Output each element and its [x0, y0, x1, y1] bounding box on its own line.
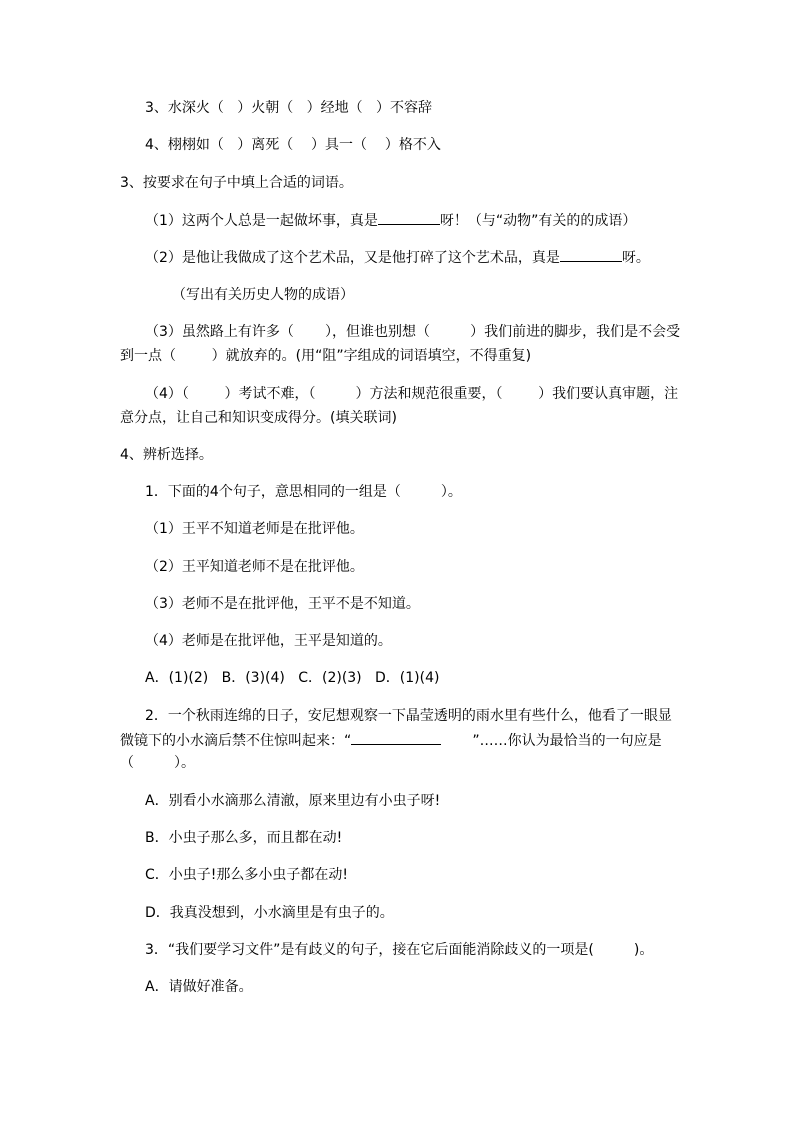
section3-q1 [145, 210, 636, 231]
q1-text-after: 呀！（与“动物”有关的的成语） [439, 213, 637, 229]
q2-quote-blank[interactable] [351, 730, 441, 745]
section3-q2-note: （写出有关历史人物的成语） [172, 287, 354, 303]
section4-q1-item-2: （2）王平知道老师不是在批评他。 [145, 559, 364, 575]
section3-heading: 3、按要求在句子中填上合适的词语。 [120, 175, 353, 191]
idiom-line-3: 3、水深火（ ）火朝（ ）经地（ ）不容辞 [145, 100, 432, 116]
section4-q1-item-3: （3）老师不是在批评他，王平不是不知道。 [145, 596, 420, 612]
q2-blank[interactable] [560, 247, 622, 262]
section3-q2 [145, 247, 650, 268]
section3-q4-line1: （4）（ ）考试不难，（ ）方法和规范很重要，（ ）我们要认真审题，注 [145, 386, 679, 402]
section4-q2-option-d: D．我真没想到，小水滴里是有虫子的。 [145, 905, 394, 921]
section3-q4-line2: 意分点，让自己和知识变成得分。(填关联词) [120, 410, 397, 426]
section4-q1-options: A．(1)(2) B．(3)(4) C．(2)(3) D．(1)(4) [145, 670, 440, 686]
q2-stem-after: ”……你认为最恰当的一句应是 [441, 733, 662, 749]
section3-q3-line1: （3）虽然路上有许多（ ），但谁也别想（ ）我们前进的脚步，我们是不会受 [145, 324, 681, 340]
section4-q2-stem-line2 [120, 730, 662, 751]
idiom-line-4: 4、栩栩如（ ）离死（ ）具一（ ）格不入 [145, 137, 441, 153]
section4-q2-stem-line1: 2．一个秋雨连绵的日子，安尼想观察一下晶莹透明的雨水里有些什么，他看了一眼显 [145, 708, 672, 724]
q2-text-before: （2）是他让我做成了这个艺术品，又是他打碎了这个艺术品，真是 [145, 250, 560, 266]
section4-q2-option-a: A．别看小水滴那么清澈，原来里边有小虫子呀! [145, 793, 441, 809]
section4-q3-stem: 3．“我们要学习文件”是有歧义的句子，接在它后面能消除歧义的一项是( )。 [145, 942, 654, 958]
section4-q2-stem-line3: （ ）。 [120, 755, 196, 771]
q1-text-before: （1）这两个人总是一起做坏事，真是 [145, 213, 378, 229]
section4-q1-stem: 1．下面的4个句子，意思相同的一组是（ ）。 [145, 484, 462, 500]
section3-q3-line2: 到一点（ ）就放弃的。(用“阻”字组成的词语填空，不得重复) [120, 348, 532, 364]
q2-text-after: 呀。 [621, 250, 650, 266]
section4-q3-option-a: A．请做好准备。 [145, 979, 253, 995]
section4-q2-option-b: B．小虫子那么多，而且都在动! [145, 830, 343, 846]
section4-q1-item-4: （4）老师是在批评他，王平是知道的。 [145, 633, 392, 649]
q1-blank[interactable] [378, 210, 440, 225]
section4-heading: 4、辨析选择。 [120, 447, 213, 463]
q2-stem-before: 微镜下的小水滴后禁不住惊叫起来：“ [120, 733, 352, 749]
section4-q1-item-1: （1）王平不知道老师是在批评他。 [145, 521, 364, 537]
section4-q2-option-c: C．小虫子!那么多小虫子都在动! [145, 867, 348, 883]
